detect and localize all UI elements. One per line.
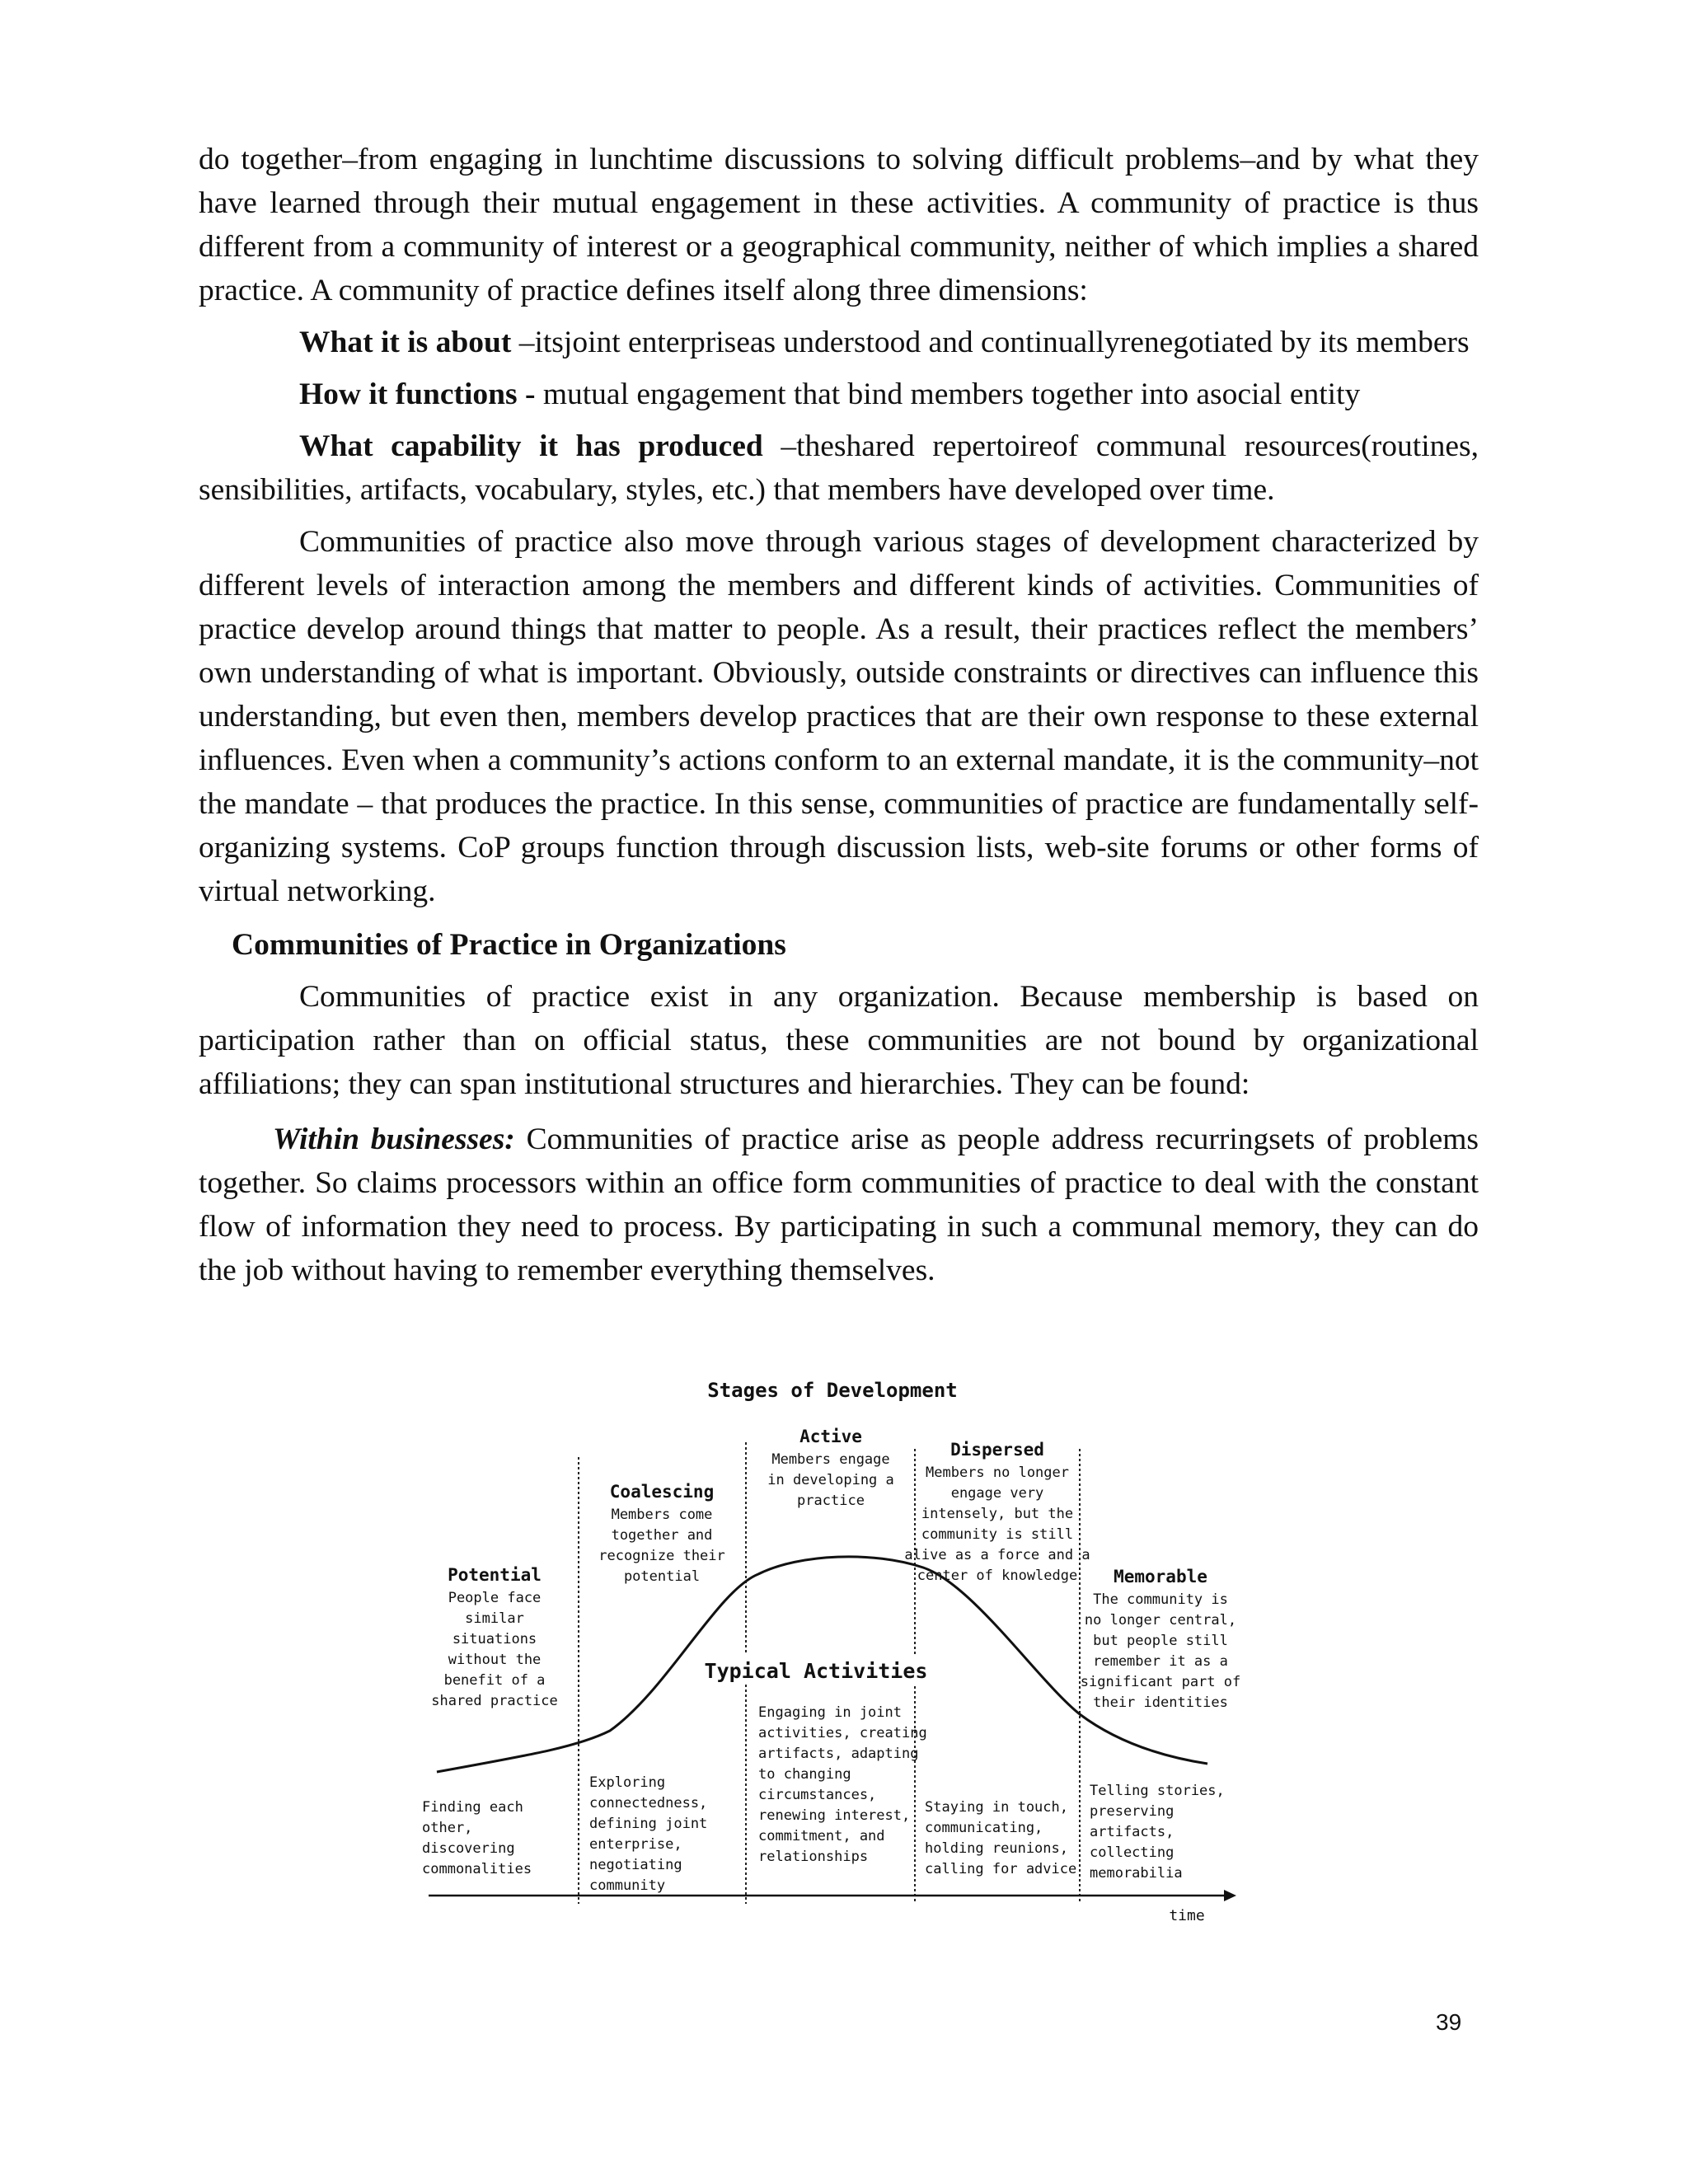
stage-desc-potential: People face xyxy=(448,1590,542,1606)
stage-desc-potential: situations xyxy=(452,1631,537,1647)
stage-desc-dispersed: center of knowledge xyxy=(917,1568,1078,1584)
stage-activity-coalescing: defining joint xyxy=(589,1816,708,1832)
page-number: 39 xyxy=(1436,2009,1462,2035)
within-text: Communities of practice arise as people address recurringsets of problems together. So claims processors within an office form communities of practice to deal with the constant flow of information they need to process. By participating in such a communal memory, they can do the job without having to remember everything themselves. xyxy=(199,1122,1479,1287)
stage-desc-potential: without the xyxy=(448,1652,542,1668)
stage-desc-memorable: remember it as a xyxy=(1093,1653,1228,1670)
stage-activity-coalescing: connectedness, xyxy=(589,1795,708,1811)
dimension-text: mutual engagement that bind members together into asocial entity xyxy=(535,377,1361,411)
dimension-text: –theshared repertoireof communal resources(routines, sensibilities, artifacts, vocabulary, styles, etc.) that members have developed over time. xyxy=(199,429,1479,507)
stage-activity-dispersed: calling for advice xyxy=(925,1861,1077,1877)
stage-desc-active: Members engage xyxy=(771,1451,890,1468)
stage-activity-active: activities, creating xyxy=(758,1725,927,1741)
stage-name-active: Active xyxy=(799,1427,862,1446)
stage-name-memorable: Memorable xyxy=(1114,1567,1207,1586)
stage-desc-dispersed: intensely, but the xyxy=(921,1506,1074,1522)
stage-activity-potential: Finding each xyxy=(422,1799,523,1816)
stage-name-dispersed: Dispersed xyxy=(950,1440,1044,1460)
stage-desc-potential: similar xyxy=(465,1610,524,1627)
stage-desc-memorable: no longer central, xyxy=(1084,1612,1237,1629)
stage-activity-active: commitment, and xyxy=(758,1828,885,1844)
body-text xyxy=(199,138,1479,1292)
stage-activity-active: renewing interest, xyxy=(758,1807,911,1824)
stage-activity-active: Engaging in joint xyxy=(758,1704,902,1721)
stage-activity-potential: other, xyxy=(422,1820,473,1836)
stage-activity-memorable: preserving xyxy=(1090,1803,1175,1820)
stage-desc-memorable: The community is xyxy=(1093,1591,1228,1608)
stage-activity-memorable: collecting xyxy=(1090,1844,1175,1861)
dimension-term: What capability it has produced xyxy=(299,429,763,463)
stage-desc-memorable: significant part of xyxy=(1080,1674,1241,1690)
paragraph-intro: do together–from engaging in lunchtime discussions to solving difficult problems–and by what they have learned through their mutual engagement in these activities. A community of practice is thus different from a community of interest or a geographical community, neither of which implies a shared practice. A community of practice defines itself along three dimensions: xyxy=(199,143,1479,307)
stage-activity-coalescing: Exploring xyxy=(589,1774,666,1791)
stage-activity-memorable: artifacts, xyxy=(1090,1824,1175,1840)
paragraph-stages: Communities of practice also move through various stages of development characterized by different levels of interaction among the members and different kinds of activities. Communities of practice develop around things that matter to people. As a result, their practices reflect the members’ own understanding of what is important. Obviously, outside constraints or directives can influence this understanding, but even then, members develop practices that are their own response to these external influences. Even when a community’s actions conform to an external mandate, it is the community–not the mandate – that produces the practice. In this sense, communities of practice are fundamentally self-organizing systems. CoP groups function through discussion lists, web-site forums or other forms of virtual networking. xyxy=(199,525,1479,908)
dimension-text: –itsjoint enterpriseas understood and continuallyrenegotiated by its members xyxy=(511,326,1470,359)
stage-desc-dispersed: alive as a force and a xyxy=(904,1547,1090,1563)
stage-desc-memorable: their identities xyxy=(1093,1694,1228,1711)
stages-diagram xyxy=(412,1376,1278,1953)
stage-activity-potential: discovering xyxy=(422,1840,515,1857)
dimension-how-it-functions xyxy=(199,373,1479,416)
stage-desc-dispersed: engage very xyxy=(950,1485,1044,1502)
stage-activity-coalescing: community xyxy=(589,1877,666,1894)
stage-desc-dispersed: Members no longer xyxy=(926,1465,1069,1481)
stage-desc-potential: benefit of a xyxy=(443,1672,546,1689)
stage-desc-active: practice xyxy=(797,1493,865,1509)
stage-activity-active: relationships xyxy=(758,1849,869,1865)
stage-activity-coalescing: negotiating xyxy=(589,1857,682,1873)
time-axis-label: time xyxy=(1169,1907,1205,1924)
stage-desc-coalescing: together and xyxy=(611,1527,713,1544)
stage-desc-active: in developing a xyxy=(767,1472,894,1488)
stage-desc-memorable: but people still xyxy=(1093,1633,1228,1649)
stages-of-development-figure xyxy=(412,1376,1278,1953)
stage-desc-potential: shared practice xyxy=(431,1693,558,1709)
stage-desc-coalescing: recognize their xyxy=(598,1548,725,1564)
dimension-term: What it is about xyxy=(299,326,512,359)
arrow-icon xyxy=(1224,1890,1236,1901)
stage-activity-active: circumstances, xyxy=(758,1787,877,1803)
section-heading: Communities of Practice in Organizations xyxy=(232,928,786,962)
stage-activity-active: artifacts, adapting xyxy=(758,1746,919,1762)
stage-desc-coalescing: potential xyxy=(623,1568,701,1585)
dimension-term: How it functions - xyxy=(299,377,536,411)
dimension-what-it-is-about xyxy=(199,321,1479,364)
stage-desc-coalescing: Members come xyxy=(611,1507,713,1523)
stage-name-potential: Potential xyxy=(448,1565,542,1585)
stage-activity-dispersed: communicating, xyxy=(925,1820,1043,1836)
stage-activity-memorable: Telling stories, xyxy=(1090,1783,1225,1799)
paragraph-within-businesses xyxy=(199,1118,1479,1292)
stage-activity-memorable: memorabilia xyxy=(1090,1865,1183,1882)
dimension-capability xyxy=(199,424,1479,512)
stage-name-coalescing: Coalescing xyxy=(609,1482,715,1502)
stage-activity-active: to changing xyxy=(758,1766,851,1783)
stage-activity-coalescing: enterprise, xyxy=(589,1836,682,1853)
stage-activity-dispersed: holding reunions, xyxy=(925,1840,1068,1857)
paragraph-organizations: Communities of practice exist in any organization. Because membership is based on participation rather than on official status, these communities are not bound by organizational affiliations; they can span institutional structures and hierarchies. They can be found: xyxy=(199,980,1479,1101)
stage-activity-potential: commonalities xyxy=(422,1861,532,1877)
figure-title: Stages of Development xyxy=(707,1379,958,1402)
stage-desc-dispersed: community is still xyxy=(921,1526,1074,1543)
stage-activity-dispersed: Staying in touch, xyxy=(925,1799,1068,1816)
within-term: Within businesses: xyxy=(273,1122,515,1156)
typical-activities-label: Typical Activities xyxy=(704,1659,928,1683)
